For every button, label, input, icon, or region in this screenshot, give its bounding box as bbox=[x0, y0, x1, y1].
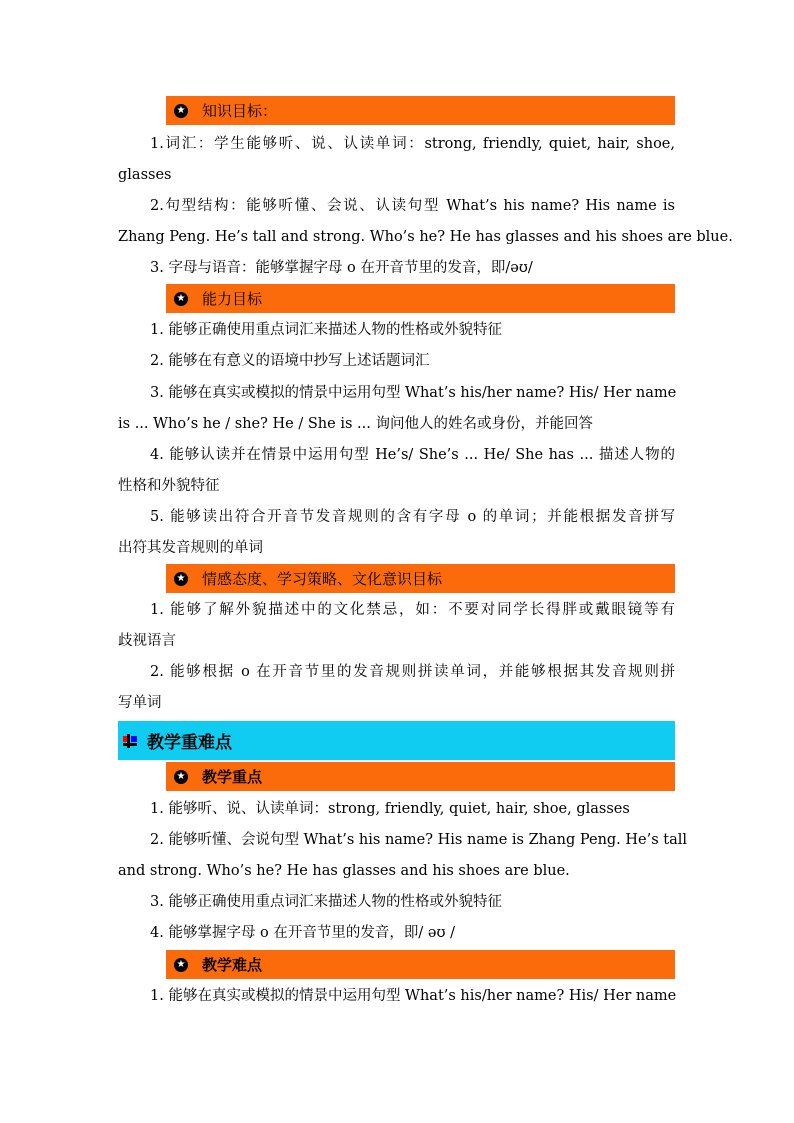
key-points-header bbox=[166, 762, 675, 791]
ability-line-2: 2. 能够在有意义的语境中抄写上述话题词汇 bbox=[150, 353, 430, 369]
ability-line-5b: 出符其发音规则的单词 bbox=[118, 540, 263, 556]
knowledge-line-1b: glasses bbox=[118, 167, 172, 183]
emotion-goals-header bbox=[166, 564, 675, 593]
star-bullet-icon bbox=[174, 958, 188, 972]
ability-goals-header bbox=[166, 284, 675, 313]
section-title: 教学重难点 bbox=[147, 733, 232, 753]
emotion-line-1a: 1. 能够了解外貌描述中的文化禁忌，如：不要对同学长得胖或戴眼镜等有 bbox=[150, 602, 675, 618]
header-label: 教学难点 bbox=[202, 956, 263, 974]
difficult-line-1: 1. 能够在真实或模拟的情景中运用句型 What’s his/her name? His/ Her name bbox=[150, 988, 677, 1004]
star-bullet-icon bbox=[174, 104, 188, 118]
knowledge-line-2b: Zhang Peng. He’s tall and strong. Who’s he? He has glasses and his shoes are blue. bbox=[118, 229, 733, 245]
ability-line-3a: 3. 能够在真实或模拟的情景中运用句型 What’s his/her name? His/ Her name bbox=[150, 385, 677, 401]
difficult-points-header bbox=[166, 950, 675, 979]
star-bullet-icon bbox=[174, 770, 188, 784]
emotion-line-2a: 2. 能够根据 o 在开音节里的发音规则拼读单词，并能够根据其发音规则拼 bbox=[150, 664, 675, 680]
header-label: 教学重点 bbox=[202, 768, 263, 786]
key-line-1: 1. 能够听、说、认读单词：strong, friendly, quiet, hair, shoe, glasses bbox=[150, 801, 630, 817]
ability-line-3b: is ... Who’s he / she? He / She is ... 询问他人的姓名或身份，并能回答 bbox=[118, 416, 593, 432]
emotion-line-1b: 歧视语言 bbox=[118, 633, 176, 649]
knowledge-line-2a: 2.句型结构：能够听懂、会说、认读句型 What’s his name? His name is bbox=[150, 198, 675, 214]
emotion-line-2b: 写单词 bbox=[118, 695, 162, 711]
ability-line-1: 1. 能够正确使用重点词汇来描述人物的性格或外貌特征 bbox=[150, 322, 502, 338]
ability-line-4b: 性格和外貌特征 bbox=[118, 478, 220, 494]
star-bullet-icon bbox=[174, 572, 188, 586]
key-line-4: 4. 能够掌握字母 o 在开音节里的发音，即/ əʊ / bbox=[150, 925, 455, 941]
knowledge-line-1a: 1.词汇：学生能够听、说、认读单词：strong, friendly, quiet, hair, shoe, bbox=[150, 136, 675, 152]
section-bullet-icon bbox=[123, 734, 137, 748]
knowledge-line-3: 3. 字母与语音：能够掌握字母 o 在开音节里的发音，即/əʊ/ bbox=[150, 260, 533, 276]
header-label: 知识目标： bbox=[202, 102, 278, 120]
header-label: 能力目标 bbox=[202, 290, 263, 308]
star-bullet-icon bbox=[174, 292, 188, 306]
knowledge-goals-header bbox=[166, 96, 675, 125]
section-heading bbox=[118, 721, 675, 760]
ability-line-4a: 4. 能够认读并在情景中运用句型 He’s/ She’s ... He/ She has ... 描述人物的 bbox=[150, 447, 675, 463]
header-label: 情感态度、学习策略、文化意识目标 bbox=[202, 570, 443, 588]
ability-line-5a: 5. 能够读出符合开音节发音规则的含有字母 o 的单词；并能根据发音拼写 bbox=[150, 509, 675, 525]
key-line-2b: and strong. Who’s he? He has glasses and his shoes are blue. bbox=[118, 863, 570, 879]
key-line-3: 3. 能够正确使用重点词汇来描述人物的性格或外貌特征 bbox=[150, 894, 502, 910]
key-line-2a: 2. 能够听懂、会说句型 What’s his name? His name is Zhang Peng. He’s tall bbox=[150, 832, 688, 848]
